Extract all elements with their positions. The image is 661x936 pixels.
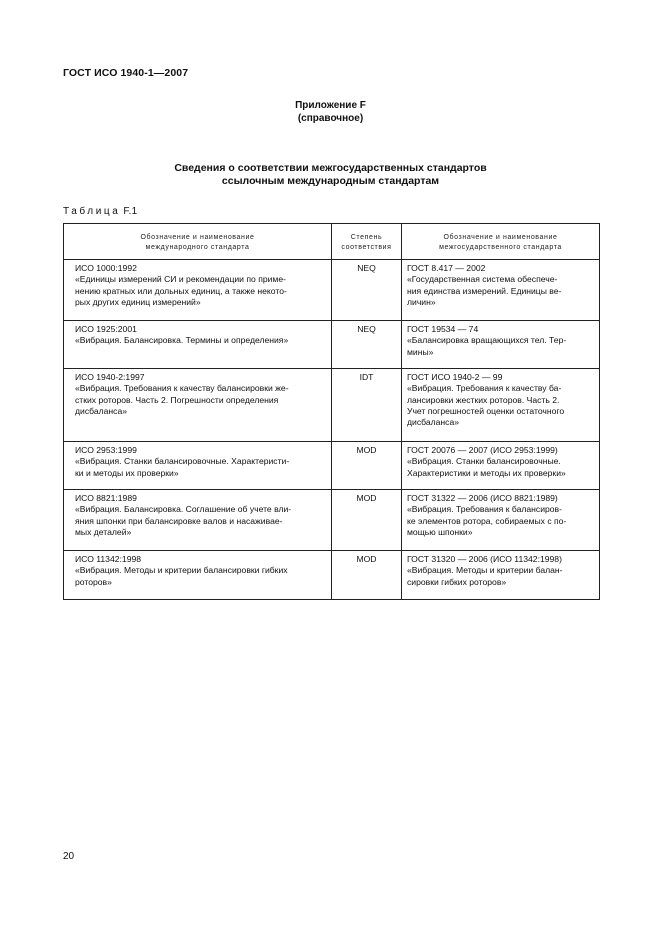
table-label (63, 206, 137, 217)
header-interstate-standard: Обозначение и наименование межгосударственного стандарта (402, 224, 600, 260)
interstate-standard-cell: ГОСТ 8.417 — 2002 «Государственная система обеспече- ния единства измерений. Единицы ве- личин» (402, 260, 600, 321)
table-header-row (64, 224, 600, 260)
section-title-line-2: ссылочным международным стандартам (221, 175, 440, 187)
table-row (64, 321, 600, 369)
table-row (64, 490, 600, 551)
page-number: 20 (63, 851, 75, 862)
header-correspondence-degree: Степень соответствия (332, 224, 402, 260)
table-label-number: F.1 (123, 206, 138, 217)
international-standard-cell: ИСО 2953:1999 «Вибрация. Станки балансировочные. Характеристи- ки и методы их проверки» (64, 442, 332, 490)
table-label-prefix: Таблица (63, 206, 121, 217)
international-standard-cell: ИСО 1000:1992 «Единицы измерений СИ и рекомендации по приме- нению кратных или дольных единиц, а также некото- рых других единиц измерений» (64, 260, 332, 321)
correspondence-degree-cell: NEQ (332, 321, 402, 369)
appendix-title: Приложение F (295, 100, 366, 111)
correspondence-degree-cell: MOD (332, 490, 402, 551)
correspondence-table (63, 223, 600, 600)
international-standard-cell: ИСО 1940-2:1997 «Вибрация. Требования к качеству балансировки же- стких роторов. Часть 2. Погрешности определения дисбаланса» (64, 369, 332, 442)
interstate-standard-cell: ГОСТ 20076 — 2007 (ИСО 2953:1999) «Вибрация. Станки балансировочные. Характеристики и методы их проверки» (402, 442, 600, 490)
correspondence-degree-cell: MOD (332, 551, 402, 600)
interstate-standard-cell: ГОСТ ИСО 1940-2 — 99 «Вибрация. Требования к качеству ба- лансировки жестких роторов. Часть 2. Учет погрешностей оценки остаточного дисбаланса» (402, 369, 600, 442)
international-standard-cell: ИСО 11342:1998 «Вибрация. Методы и критерии балансировки гибких роторов» (64, 551, 332, 600)
section-title (0, 162, 661, 188)
correspondence-degree-cell: NEQ (332, 260, 402, 321)
correspondence-degree-cell: MOD (332, 442, 402, 490)
table-row (64, 442, 600, 490)
international-standard-cell: ИСО 1925:2001 «Вибрация. Балансировка. Термины и определения» (64, 321, 332, 369)
interstate-standard-cell: ГОСТ 31320 — 2006 (ИСО 11342:1998) «Вибрация. Методы и критерии балан- сировки гибких роторов» (402, 551, 600, 600)
international-standard-cell: ИСО 8821:1989 «Вибрация. Балансировка. Соглашение об учете вли- яния шпонки при балансировке валов и насаживае- мых деталей» (64, 490, 332, 551)
table-row (64, 551, 600, 600)
appendix-subtitle: (справочное) (297, 113, 364, 124)
correspondence-degree-cell: IDT (332, 369, 402, 442)
interstate-standard-cell: ГОСТ 31322 — 2006 (ИСО 8821:1989) «Вибрация. Требования к балансиров- ке элементов ротора, собираемых с по- мощью шпонки» (402, 490, 600, 551)
table-row (64, 260, 600, 321)
appendix-heading (0, 99, 661, 125)
header-international-standard: Обозначение и наименование международного стандарта (64, 224, 332, 260)
table-row (64, 369, 600, 442)
document-code: ГОСТ ИСО 1940-1—2007 (63, 67, 189, 79)
section-title-line-1: Сведения о соответствии межгосударственных стандартов (174, 162, 487, 174)
interstate-standard-cell: ГОСТ 19534 — 74 «Балансировка вращающихся тел. Тер- мины» (402, 321, 600, 369)
